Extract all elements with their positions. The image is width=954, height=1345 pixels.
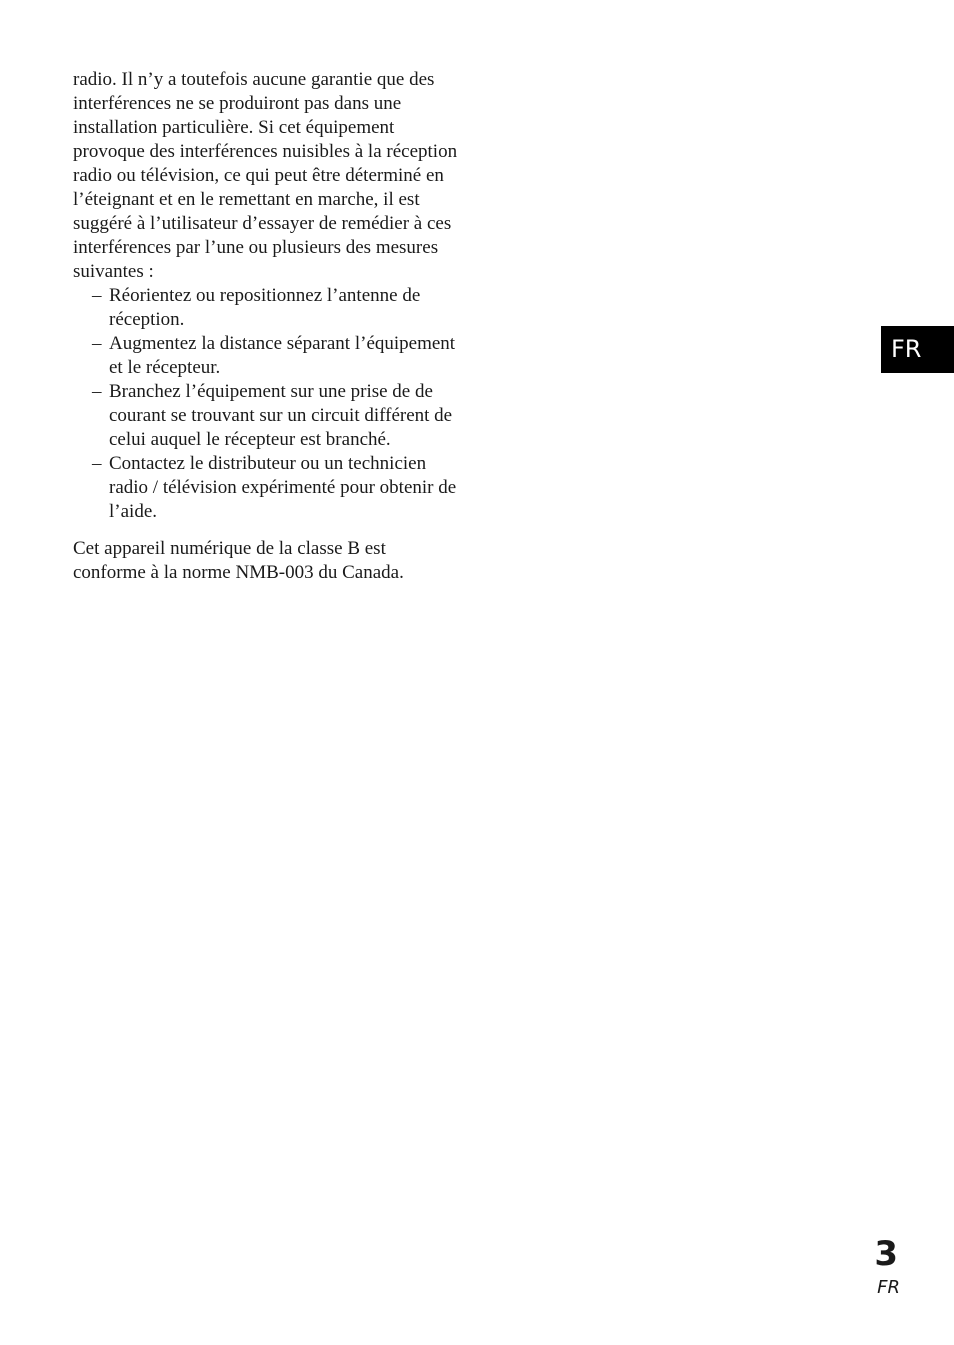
list-item-text: Augmentez la distance séparant l’équipement et le récepteur. <box>109 333 456 378</box>
bullet-dash: – <box>92 285 102 306</box>
list-item-text: Contactez le distributeur ou un technicien radio / télévision expérimenté pour obtenir de l’aide. <box>109 453 457 522</box>
intro-paragraph: radio. Il n’y a toutefois aucune garantie que des interférences ne se produiront pas dans une installation particulière. Si cet équipement provoque des interférences nuisibles à la réception radio ou télévision, ce qui peut être déterminé en l’éteignant et en le remettant en marche, il est suggéré à l’utilisateur d’essayer de remédier à ces interférences par l’une ou plusieurs des mesures suivantes : <box>73 69 458 282</box>
list-item-text: Branchez l’équipement sur une prise de de courant se trouvant sur un circuit différent de celui auquel le récepteur est branché. <box>109 381 453 450</box>
list-item <box>73 284 458 332</box>
bullet-dash: – <box>92 453 102 474</box>
bullet-dash: – <box>92 333 102 354</box>
list-item <box>73 332 458 380</box>
list-item <box>73 452 458 524</box>
language-tab: FR <box>881 326 954 373</box>
main-text-column <box>73 68 458 585</box>
list-item-text: Réorientez ou repositionnez l’antenne de réception. <box>109 285 421 330</box>
measures-list <box>73 284 458 524</box>
page-language-label: FR <box>877 1277 900 1298</box>
closing-paragraph: Cet appareil numérique de la classe B est conforme à la norme NMB-003 du Canada. <box>73 538 404 583</box>
list-item <box>73 380 458 452</box>
bullet-dash: – <box>92 381 102 402</box>
page-number: 3 <box>874 1234 898 1274</box>
